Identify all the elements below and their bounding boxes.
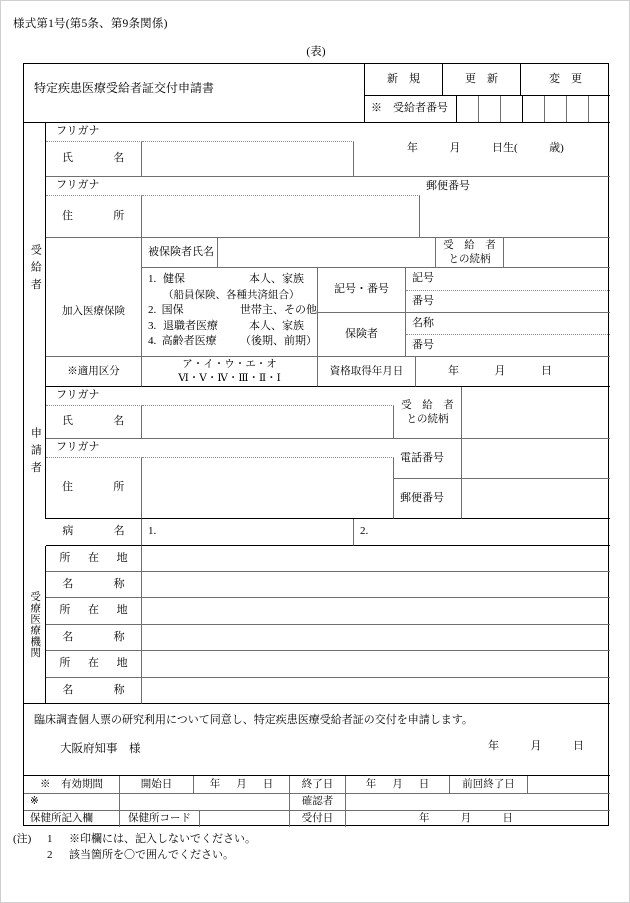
notes-item-1-num: 1 <box>47 833 53 845</box>
declaration-year-label: 年 <box>488 739 499 752</box>
disease-name-label: 病 名 <box>46 519 142 546</box>
recipient-number-cell-7[interactable] <box>588 96 610 122</box>
notes-spacer <box>13 848 47 864</box>
validity-end-day: 日 <box>418 778 430 790</box>
recipient-furigana-address-value[interactable] <box>142 177 420 196</box>
insurance-option-2-detail: 世帯主、その他 <box>240 303 317 316</box>
recipient-postal-label: 郵便番号 <box>426 180 470 192</box>
recipient-name-value[interactable] <box>142 142 354 177</box>
insurance-option-3-num: 3. <box>148 319 157 332</box>
receipt-date-label: 受付日 <box>290 811 346 827</box>
applicant-furigana-address-value[interactable] <box>142 439 394 458</box>
recipient-name-label: 氏 名 <box>46 142 142 177</box>
applicant-address-furigana-label: フリガナ <box>46 439 142 458</box>
validity-end-label: 終了日 <box>290 776 346 794</box>
validity-end-year: 年 <box>365 778 377 790</box>
insurance-option-1-sub-detail: （船員保険、各種共済組合） <box>163 289 300 301</box>
declaration-month-label: 月 <box>530 739 542 752</box>
health-center-label: 保健所記入欄 <box>24 811 120 827</box>
previous-end-value[interactable] <box>528 776 610 794</box>
qualification-date-label: 資格取得年月日 <box>318 357 416 387</box>
applicant-section-label: 申請者 <box>24 387 46 519</box>
qualification-day-label: 日 <box>541 364 552 377</box>
declaration-addressee: 大阪府知事 様 <box>60 742 141 755</box>
receipt-month: 月 <box>460 813 472 825</box>
recipient-address-label: 住 所 <box>46 196 142 238</box>
institution-row-3-value[interactable] <box>142 598 610 625</box>
insurance-option-1[interactable] <box>148 272 317 288</box>
receipt-day: 日 <box>502 813 513 825</box>
applicant-postal-value[interactable] <box>462 479 610 519</box>
institution-row-3-label: 所 在 地 <box>46 598 142 625</box>
insurance-option-4-name: 高齢者医療 <box>161 335 217 348</box>
validity-start-month: 月 <box>236 778 247 790</box>
recipient-postal-field[interactable] <box>420 177 610 238</box>
notes-item-2-text: 該当箇所を〇で囲んでください。 <box>69 848 234 861</box>
insurance-option-4-detail: （後期、前期） <box>240 335 317 348</box>
notes-item-2-num: 2 <box>47 848 53 861</box>
confirmer-label: 確認者 <box>290 794 346 811</box>
receipt-year: 年 <box>419 813 430 825</box>
recipient-furigana-name-value[interactable] <box>142 122 354 142</box>
birth-age-label: 歳) <box>549 142 564 155</box>
relation-label-line2: との続柄 <box>448 253 491 265</box>
validity-period-label: ※ 有効期間 <box>24 776 120 794</box>
insurance-option-1-detail: 本人、家族 <box>249 273 304 285</box>
institution-row-1-value[interactable] <box>142 546 610 572</box>
institution-row-4-label: 名 称 <box>46 625 142 651</box>
form-code: 様式第1号(第5条、第9条関係) <box>13 18 168 30</box>
applicant-relation-line1: 受 給 者 <box>401 399 454 411</box>
insurance-option-4-num: 4. <box>148 335 157 348</box>
insurance-option-3-name: 退職者医療 <box>163 319 218 332</box>
applicant-relation-label <box>394 387 462 439</box>
category-roman-options[interactable]: Ⅵ・Ⅴ・Ⅳ・Ⅲ・Ⅱ・Ⅰ <box>178 372 281 384</box>
declaration-text: 臨床調査個人票の研究利用について同意し、特定疾患医療受給者証の交付を申請します。 <box>34 714 473 726</box>
disease-2-marker: 2. <box>360 525 369 538</box>
insured-name-label: 被保険者氏名 <box>142 238 218 268</box>
applicant-relation-line2: との続柄 <box>406 413 449 425</box>
category-label: ※適用区分 <box>46 357 142 387</box>
applicant-phone-value[interactable] <box>462 439 610 479</box>
declaration-block <box>24 704 610 776</box>
validity-start-label: 開始日 <box>120 776 194 794</box>
institution-row-1-label: 所 在 地 <box>46 546 142 572</box>
insurance-option-4[interactable] <box>148 334 317 350</box>
insurer-label: 保険者 <box>318 313 406 357</box>
applicant-postal-label: 郵便番号 <box>394 479 462 519</box>
notes-item-1-text: ※印欄には、記入しないでください。 <box>69 833 256 845</box>
insurance-type-label: 加入医療保険 <box>46 268 142 357</box>
symbol-number-label: 記号・番号 <box>318 268 406 313</box>
recipient-furigana-label: フリガナ <box>46 122 142 142</box>
recipient-relation-value[interactable] <box>504 238 610 268</box>
recipient-number-cell-3[interactable] <box>500 96 522 122</box>
receipt-date-value[interactable] <box>346 811 610 827</box>
validity-start-day: 日 <box>262 778 274 790</box>
applicant-name-value[interactable] <box>142 406 394 439</box>
insurer-number-label: 番号 <box>412 338 434 351</box>
type-option-renew[interactable]: 更 新 <box>442 64 520 96</box>
recipient-number-cell-6[interactable] <box>566 96 588 122</box>
insurance-option-2[interactable] <box>148 303 317 319</box>
qualification-year-label: 年 <box>448 364 459 377</box>
notes-block <box>13 832 256 864</box>
form-frame <box>23 63 609 826</box>
applicant-address-label: 住 所 <box>46 458 142 519</box>
insurer-name-field[interactable] <box>406 313 610 335</box>
insurance-label-spacer <box>46 238 142 268</box>
confirmer-value[interactable] <box>346 794 610 811</box>
insurance-option-3[interactable] <box>148 319 317 335</box>
validity-end-month: 月 <box>392 778 403 790</box>
applicant-address-value[interactable] <box>142 458 394 519</box>
notes-row-2 <box>13 848 256 864</box>
recipient-number-cell-2[interactable] <box>478 96 500 122</box>
insurance-option-3-detail: 本人、家族 <box>249 319 304 332</box>
validity-end-value[interactable] <box>346 776 450 794</box>
qualification-date-field[interactable] <box>416 357 610 387</box>
disease-name-2[interactable] <box>354 519 610 546</box>
insurance-option-2-name: 国保 <box>161 303 184 316</box>
symbol-field[interactable] <box>406 268 610 291</box>
health-center-code-value[interactable] <box>200 811 290 827</box>
institution-row-4-value[interactable] <box>142 625 610 651</box>
number-label: 番号 <box>412 294 434 307</box>
medical-institution-section-label: 受療医療機関 <box>24 546 46 704</box>
institution-row-5-label: 所 在 地 <box>46 651 142 678</box>
birth-day-label: 日生( <box>492 142 518 155</box>
health-center-mark: ※ <box>24 794 120 811</box>
health-center-code-label: 保健所コード <box>120 811 200 827</box>
insurance-option-1-name: 健保 <box>163 273 185 285</box>
recipient-number-cell-1[interactable] <box>456 96 478 122</box>
type-option-new[interactable]: 新 規 <box>364 64 442 96</box>
recipient-number-cell-5[interactable] <box>544 96 566 122</box>
institution-row-5-value[interactable] <box>142 651 610 678</box>
insurance-option-1-num: 1. <box>148 273 157 285</box>
applicant-furigana-name-value[interactable] <box>142 387 394 406</box>
institution-row-6-value[interactable] <box>142 678 610 704</box>
recipient-section-label: 受給者 <box>24 122 46 417</box>
applicant-furigana-label: フリガナ <box>46 387 142 406</box>
insurance-options-list[interactable] <box>142 268 318 357</box>
recipient-number-cell-4[interactable] <box>522 96 544 122</box>
validity-start-year: 年 <box>209 778 221 790</box>
applicant-phone-label: 電話番号 <box>394 439 462 479</box>
insurer-name-label: 名称 <box>412 316 434 329</box>
insurer-number-field[interactable] <box>406 335 610 357</box>
recipient-address-furigana-label: フリガナ <box>46 177 142 196</box>
previous-end-label: 前回終了日 <box>450 776 528 794</box>
category-options[interactable] <box>142 357 318 387</box>
symbol-label: 記号 <box>412 272 434 285</box>
qualification-month-label: 月 <box>494 364 506 377</box>
insured-name-value[interactable] <box>218 238 436 268</box>
applicant-name-label: 氏 名 <box>46 406 142 439</box>
insurance-option-2-num: 2. <box>148 303 157 316</box>
health-center-blank-cell[interactable] <box>120 794 290 811</box>
disease-name-1[interactable] <box>142 519 354 546</box>
institution-row-6-label: 名 称 <box>46 678 142 704</box>
validity-start-value[interactable] <box>194 776 290 794</box>
recipient-address-value[interactable] <box>142 196 420 238</box>
institution-row-2-value[interactable] <box>142 572 610 598</box>
notes-row-1 <box>13 832 256 848</box>
notes-heading: (注) <box>13 833 32 845</box>
disease-1-marker: 1. <box>148 525 157 538</box>
recipient-birthdate-field[interactable] <box>354 122 610 177</box>
declaration-day-label: 日 <box>573 739 584 752</box>
number-field[interactable] <box>406 291 610 313</box>
applicant-relation-value[interactable] <box>462 387 610 439</box>
relation-label-line1: 受 給 者 <box>443 239 496 251</box>
recipient-relation-label <box>436 238 504 268</box>
form-title: 特定疾患医療受給者証交付申請書 <box>34 80 215 95</box>
category-kana-options[interactable]: ア・イ・ウ・エ・オ <box>182 358 277 370</box>
side-marker: (表) <box>306 46 326 58</box>
recipient-number-label: ※ 受給者番号 <box>364 96 456 122</box>
birth-year-label: 年 <box>407 142 418 155</box>
insurance-option-1-sub <box>148 288 317 303</box>
institution-row-2-label: 名 称 <box>46 572 142 598</box>
type-option-change[interactable]: 変 更 <box>520 64 610 96</box>
birth-month-label: 月 <box>449 142 461 155</box>
